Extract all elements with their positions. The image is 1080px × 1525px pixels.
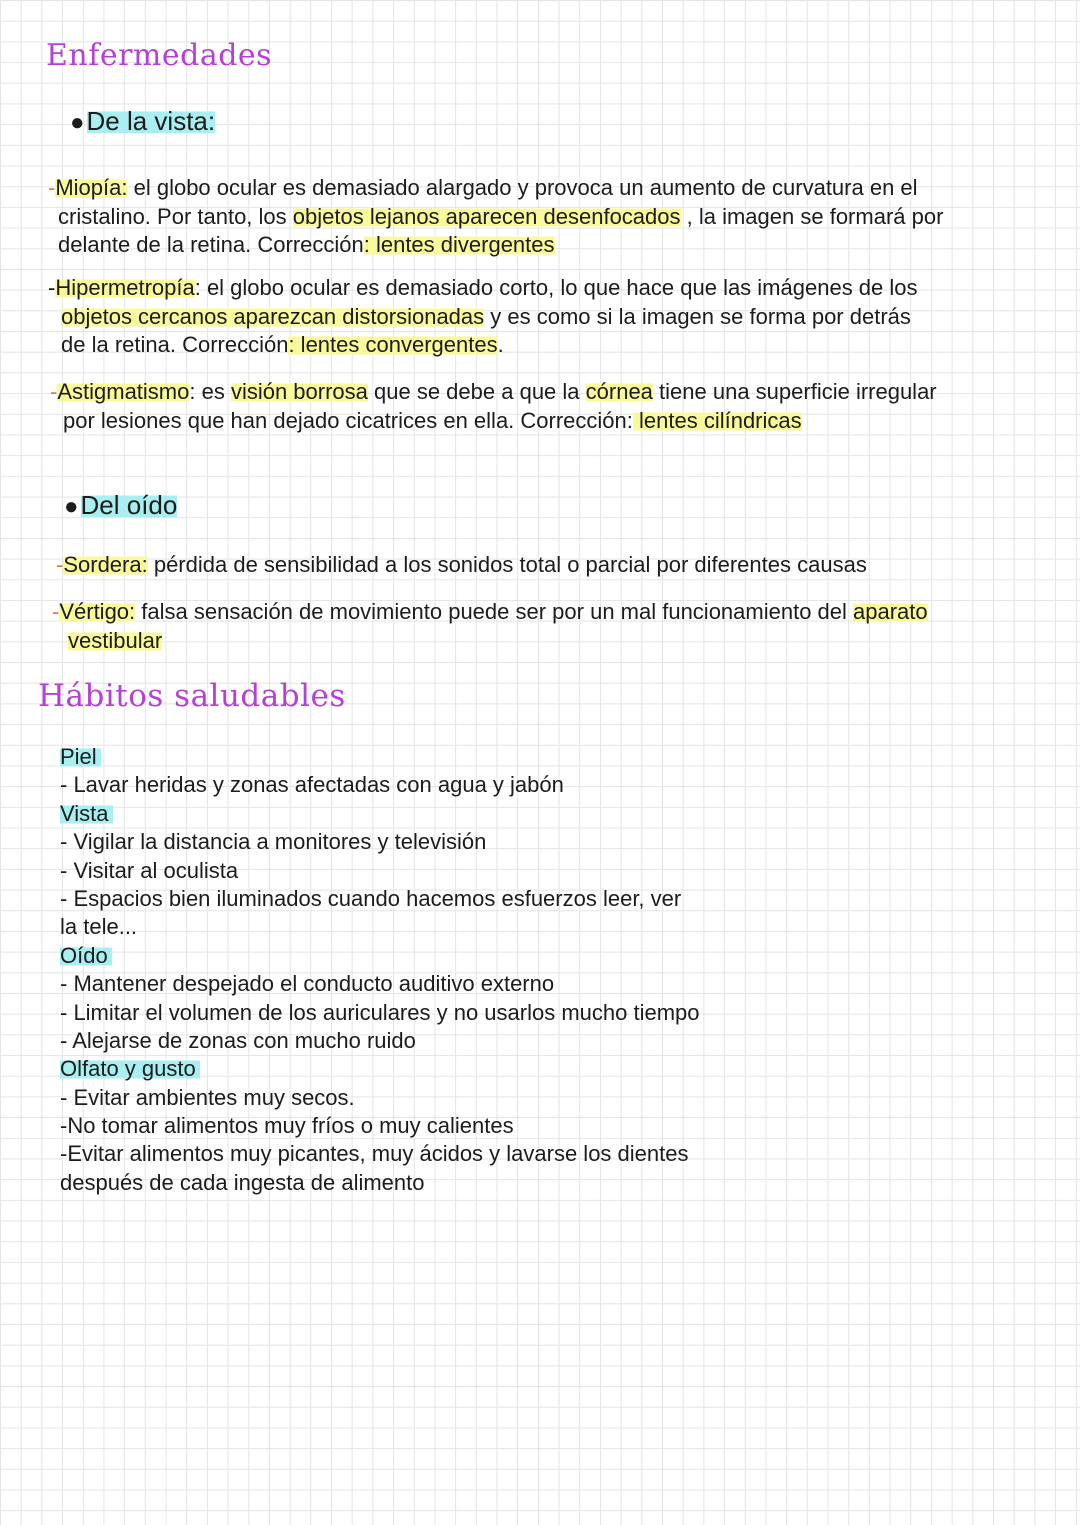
astigmatismo-term: Astigmatismo: [57, 379, 190, 404]
habitos-category: [60, 800, 700, 828]
habitos-category-label: Oído: [60, 943, 112, 968]
habitos-item-text: - Vigilar la distancia a monitores y televisión: [60, 829, 487, 855]
miopia-highlight-2: : lentes divergentes: [363, 232, 555, 257]
habitos-item: [60, 885, 700, 913]
astigmatismo-text-2: que se debe a que la: [367, 379, 586, 404]
vertigo-term: Vértigo:: [59, 599, 136, 624]
sordera-term: Sordera:: [63, 552, 148, 577]
astigmatismo-highlight-1: visión borrosa: [230, 379, 368, 404]
habitos-item: [60, 913, 700, 941]
habitos-category-label: Olfato y gusto: [60, 1056, 200, 1081]
astigmatismo-text-4: por lesiones que han dejado cicatrices en ella. Corrección:: [63, 407, 633, 433]
astigmatismo-text-3: tiene una superficie irregular: [652, 379, 937, 404]
habitos-item: [60, 1169, 700, 1197]
miopia-text-2: cristalino. Por tanto, los: [58, 203, 293, 229]
vertigo-highlight-2: vestibular: [68, 627, 163, 653]
habitos-item-text: -Evitar alimentos muy picantes, muy ácidos y lavarse los dientes: [60, 1141, 689, 1167]
habitos-item: [60, 771, 700, 799]
habitos-item: [60, 1084, 700, 1112]
habitos-list: [60, 743, 700, 1197]
vertigo-text-1: falsa sensación de movimiento puede ser por un mal funcionamiento del: [135, 599, 854, 624]
habitos-item: [60, 999, 700, 1027]
enfermedades-title: Enfermedades: [46, 38, 273, 73]
habitos-item-text: - Lavar heridas y zonas afectadas con agua y jabón: [60, 772, 564, 798]
habitos-category-label: Piel: [60, 744, 101, 769]
habitos-item: [60, 1027, 700, 1055]
habitos-item-text: - Alejarse de zonas con mucho ruido: [60, 1027, 416, 1053]
oido-heading-text: Del oído: [80, 490, 178, 520]
habitos-category: [60, 743, 700, 771]
habitos-item-text: - Evitar ambientes muy secos.: [60, 1084, 355, 1110]
miopia-text-3: , la imagen se formará por: [680, 203, 944, 229]
habitos-item: [60, 1140, 700, 1168]
habitos-item-text: -No tomar alimentos muy fríos o muy calientes: [60, 1113, 514, 1139]
habitos-category: [60, 942, 700, 970]
hipermetropia-term: Hipermetropía: [55, 275, 195, 300]
habitos-item: [60, 970, 700, 998]
hipermetropia-text-1: : el globo ocular es demasiado corto, lo que hace que las imágenes de los: [194, 275, 918, 300]
miopia-text-1: el globo ocular es demasiado alargado y provoca un aumento de curvatura en el: [127, 175, 918, 200]
bullet-icon: ●: [70, 109, 85, 136]
astigmatismo-highlight-2: córnea: [585, 379, 653, 404]
habitos-item-text: la tele...: [60, 914, 138, 940]
habitos-item: [60, 828, 700, 856]
sordera-text-1: pérdida de sensibilidad a los sonidos total o parcial por diferentes causas: [147, 552, 867, 577]
habitos-item-text: después de cada ingesta de alimento: [60, 1169, 425, 1195]
hipermetropia-text-4: .: [497, 332, 504, 357]
habitos-category-label: Vista: [60, 801, 113, 826]
vista-heading-text: De la vista:: [86, 106, 216, 136]
astigmatismo-highlight-3: lentes cilíndricas: [632, 407, 802, 433]
vertigo-paragraph: -Vértigo: falsa sensación de movimiento puede ser por un mal funcionamiento del aparato vestibular: [52, 599, 928, 653]
miopia-paragraph: -Miopía: el globo ocular es demasiado alargado y provoca un aumento de curvatura en el cristalino. Por tanto, los objetos lejanos aparecen desenfocados , la imagen se formará por delante de la retina. Corrección: lentes divergentes: [48, 175, 944, 257]
habitos-item-text: - Mantener despejado el conducto auditivo externo: [60, 971, 555, 997]
miopia-highlight-1: objetos lejanos aparecen desenfocados: [292, 203, 681, 229]
miopia-term: Miopía:: [55, 175, 128, 200]
vertigo-highlight-1: aparato: [853, 599, 928, 624]
habitos-title: Hábitos saludables: [38, 678, 346, 714]
vista-subheading: [70, 106, 215, 137]
habitos-item-text: - Espacios bien iluminados cuando hacemos esfuerzos leer, ver: [60, 885, 682, 911]
miopia-text-4: delante de la retina. Corrección: [58, 232, 364, 257]
astigmatismo-paragraph: -Astigmatismo: es visión borrosa que se debe a que la córnea tiene una superficie irregular por lesiones que han dejado cicatrices en ella. Corrección: lentes cilíndricas: [50, 379, 937, 433]
habitos-item-text: - Limitar el volumen de los auriculares y no usarlos mucho tiempo: [60, 999, 700, 1025]
astigmatismo-text-1: : es: [189, 379, 231, 404]
hipermetropia-text-2: y es como si la imagen se forma por detrás: [484, 303, 911, 329]
hipermetropia-highlight-1: objetos cercanos aparezcan distorsionadas: [61, 303, 485, 329]
sordera-paragraph: -Sordera: pérdida de sensibilidad a los sonidos total o parcial por diferentes causas: [56, 552, 867, 577]
habitos-item-text: - Visitar al oculista: [60, 857, 239, 883]
habitos-category: [60, 1055, 700, 1083]
habitos-item: [60, 1112, 700, 1140]
habitos-item: [60, 857, 700, 885]
hipermetropia-text-3: de la retina. Corrección: [61, 332, 289, 357]
hipermetropia-highlight-2: : lentes convergentes: [288, 332, 498, 357]
oido-subheading: [64, 490, 177, 521]
hipermetropia-paragraph: -Hipermetropía: el globo ocular es demasiado corto, lo que hace que las imágenes de los objetos cercanos aparezcan distorsionadas y es como si la imagen se forma por detrás de la retina. Corrección: lentes convergentes.: [48, 275, 918, 357]
bullet-icon: ●: [64, 493, 79, 520]
